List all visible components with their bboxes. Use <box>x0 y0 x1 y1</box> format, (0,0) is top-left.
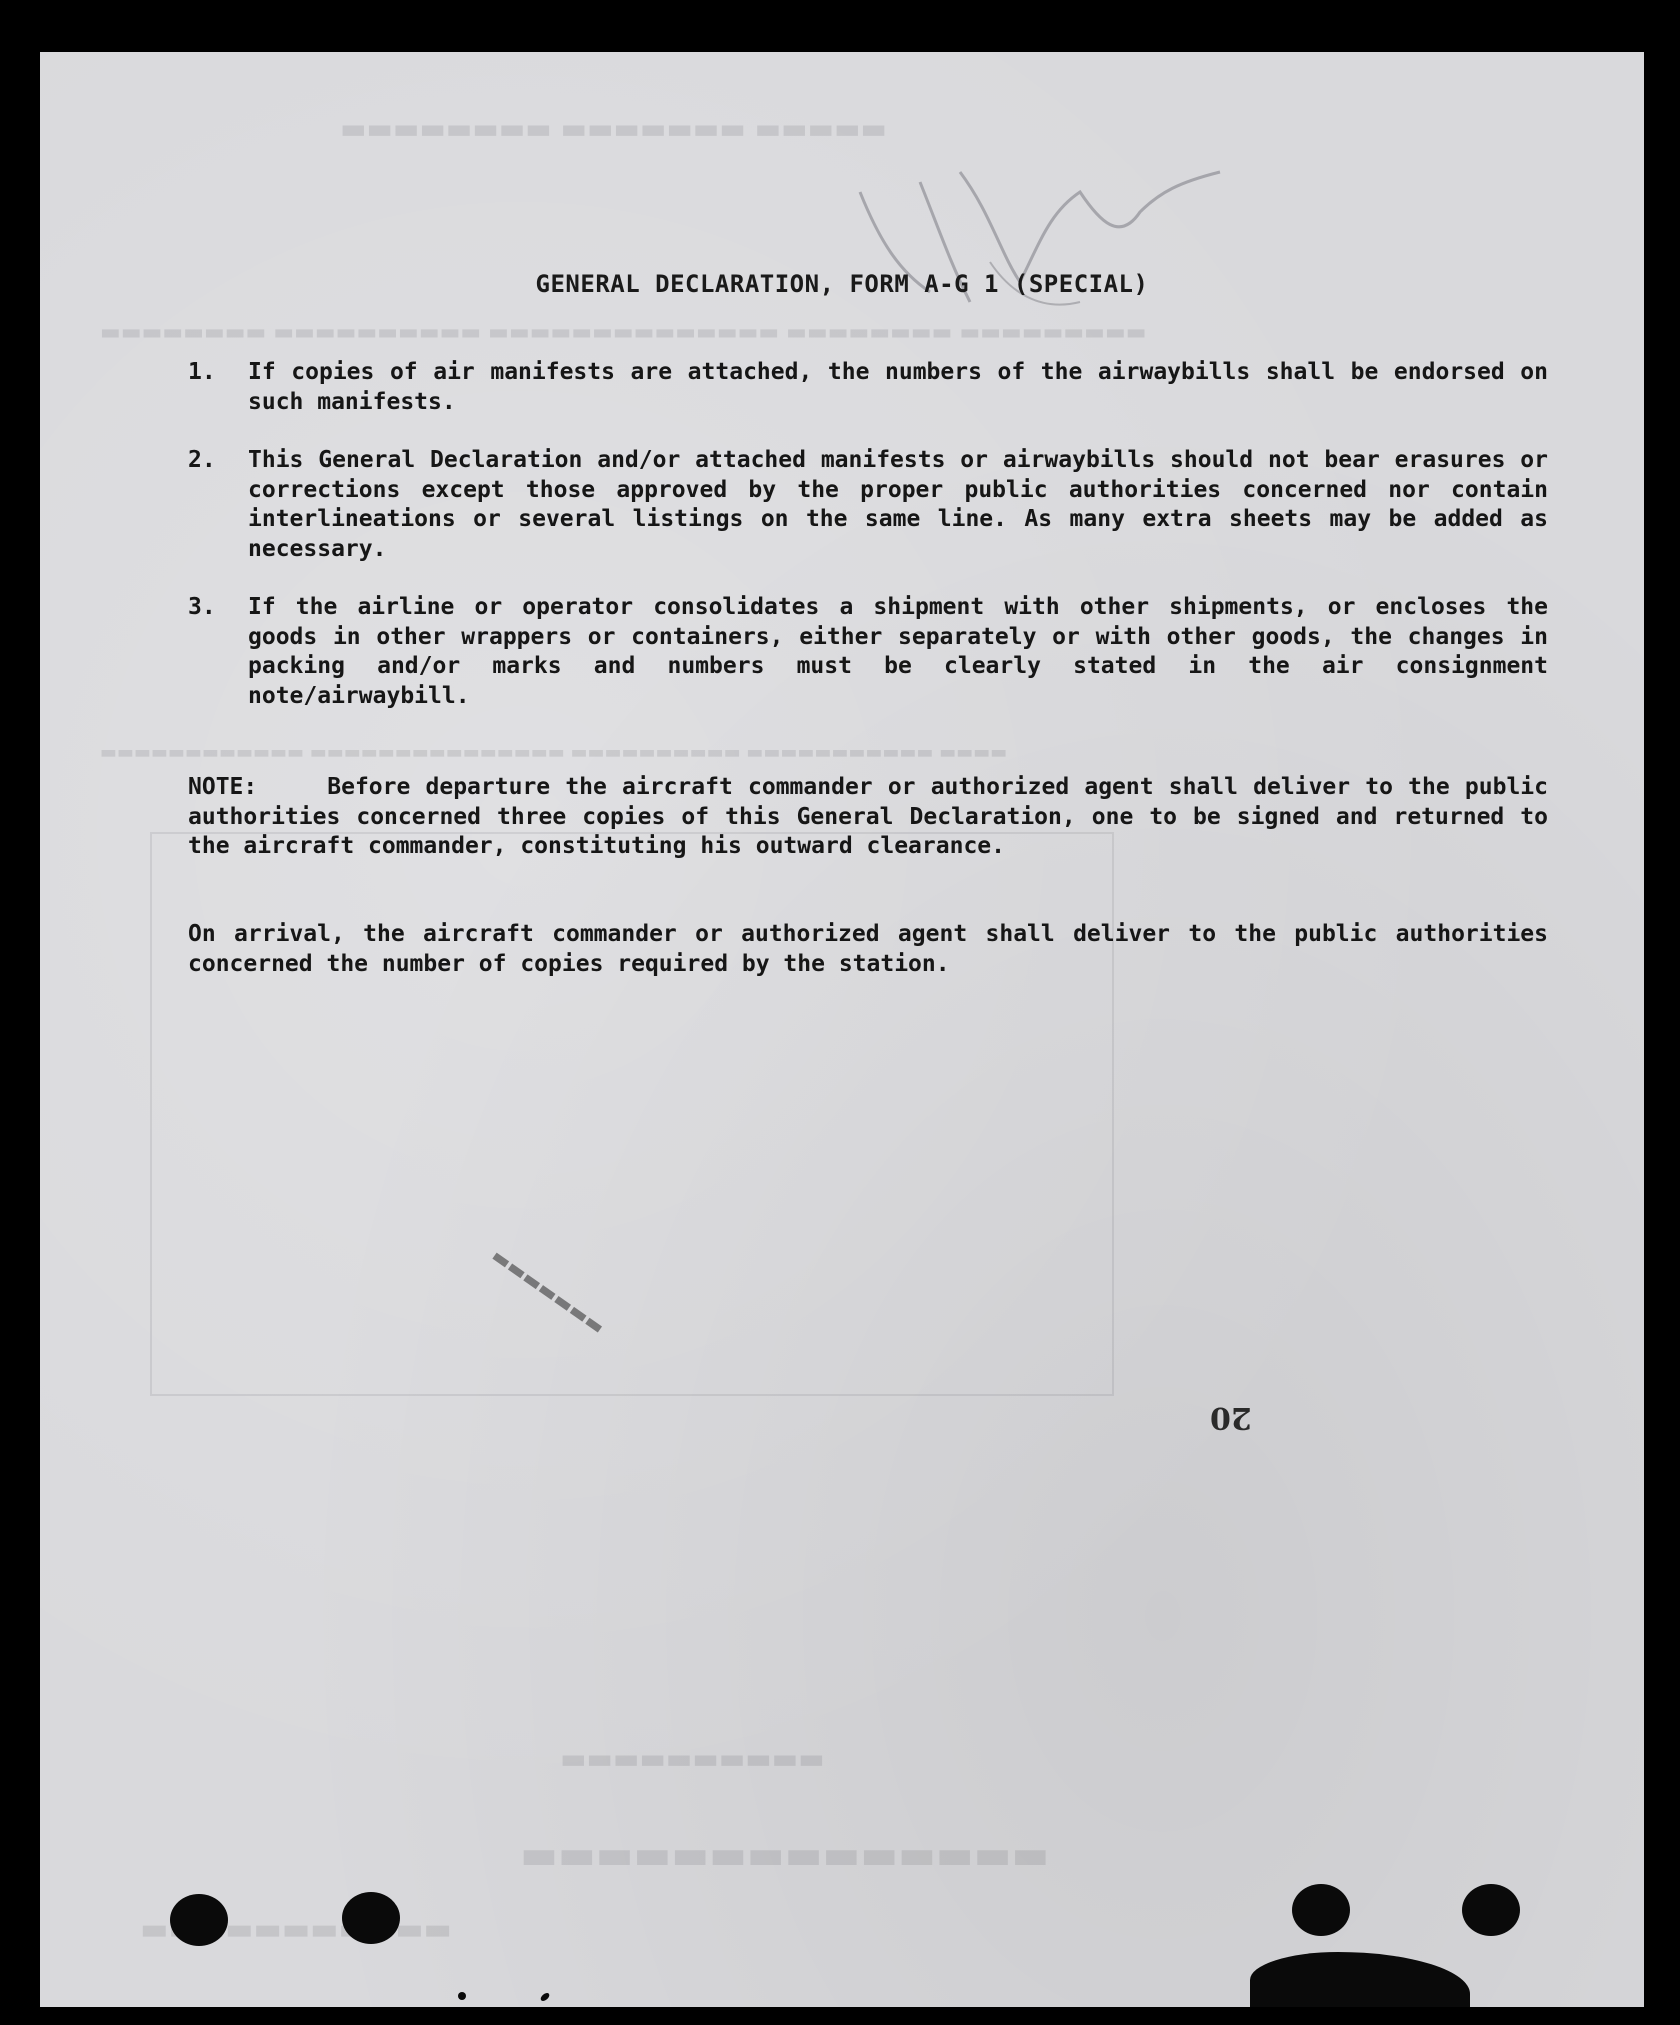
punch-hole <box>1292 1884 1350 1936</box>
handwritten-signature <box>840 152 1260 332</box>
arrival-paragraph: On arrival, the aircraft commander or authorized agent shall deliver to the public authorities concerned the number of copies required by the station. <box>188 921 1548 977</box>
list-item <box>188 593 1548 711</box>
list-item-text: If the airline or operator consolidates a shipment with other shipments, or encloses the goods in other wrappers or containers, either separately or with other goods, the changes in packing and/or marks and numbers must be clearly stated in the air consignment note/airwaybill. <box>248 594 1548 709</box>
note-label: NOTE: <box>188 774 258 800</box>
punch-hole <box>170 1894 228 1946</box>
note-text: Before departure the aircraft commander or authorized agent shall deliver to the public authorities concerned three copies of this General Declaration, one to be signed and returned to the aircraft commander, constituting his outward clearance. <box>188 774 1548 859</box>
bleed-through-line: ▬▬▬▬▬▬▬▬▬ ▬▬▬▬▬▬▬▬ ▬▬▬▬▬▬▬▬▬▬▬▬▬▬ ▬▬▬▬▬▬▬▬▬▬ ▬▬▬▬▬▬▬▬ <box>100 320 1147 345</box>
page-title: GENERAL DECLARATION, FORM A-G 1 (SPECIAL) <box>535 270 1149 298</box>
paper-speck <box>458 1992 466 2000</box>
punch-hole <box>342 1892 400 1944</box>
page-number: 20 <box>1210 1400 1252 1435</box>
document-page <box>40 52 1644 2007</box>
list-item-number: 1. <box>188 359 216 385</box>
note-paragraph <box>188 773 1548 862</box>
paper-speck <box>539 1991 551 2002</box>
bleed-through-box <box>150 832 1114 1396</box>
bleed-through-line: ▬▬▬▬▬ ▬▬▬▬▬▬▬ ▬▬▬▬▬▬▬▬ <box>340 112 887 145</box>
list-item-number: 2. <box>188 447 216 473</box>
bleed-through-line: ▬▬▬▬▬▬▬▬▬▬▬▬▬▬ <box>520 1832 1050 1878</box>
bleed-through-line: ▬▬▬▬▬▬▬▬▬▬▬ <box>140 1912 452 1947</box>
list-item-text: This General Declaration and/or attached manifests or airwaybills should not bear erasures or corrections except those approved by the proper public authorities concerned nor contain interlineations or several listings on the same line. As many extra sheets may be added as necessary. <box>248 447 1548 562</box>
punch-hole <box>1462 1884 1520 1936</box>
stamp-mark: ▬▬▬▬▬▬▬ <box>485 1246 608 1342</box>
list-item-text: If copies of air manifests are attached, the numbers of the airwaybills shall be endorsed on such manifests. <box>248 359 1548 415</box>
list-item <box>188 446 1548 564</box>
paper-damage <box>1250 1952 1470 2007</box>
list-item-number: 3. <box>188 594 216 620</box>
list-item <box>188 358 1548 417</box>
bleed-through-line: ▬▬▬▬▬▬▬▬▬▬ <box>560 1742 825 1775</box>
bleed-through-line: ▬▬▬▬ ▬▬▬▬▬▬▬▬▬▬▬ ▬▬▬▬▬▬▬▬▬▬ ▬▬▬▬▬▬▬▬▬▬▬▬▬▬▬ ▬▬▬▬▬▬▬▬▬▬▬▬ <box>100 742 1008 763</box>
